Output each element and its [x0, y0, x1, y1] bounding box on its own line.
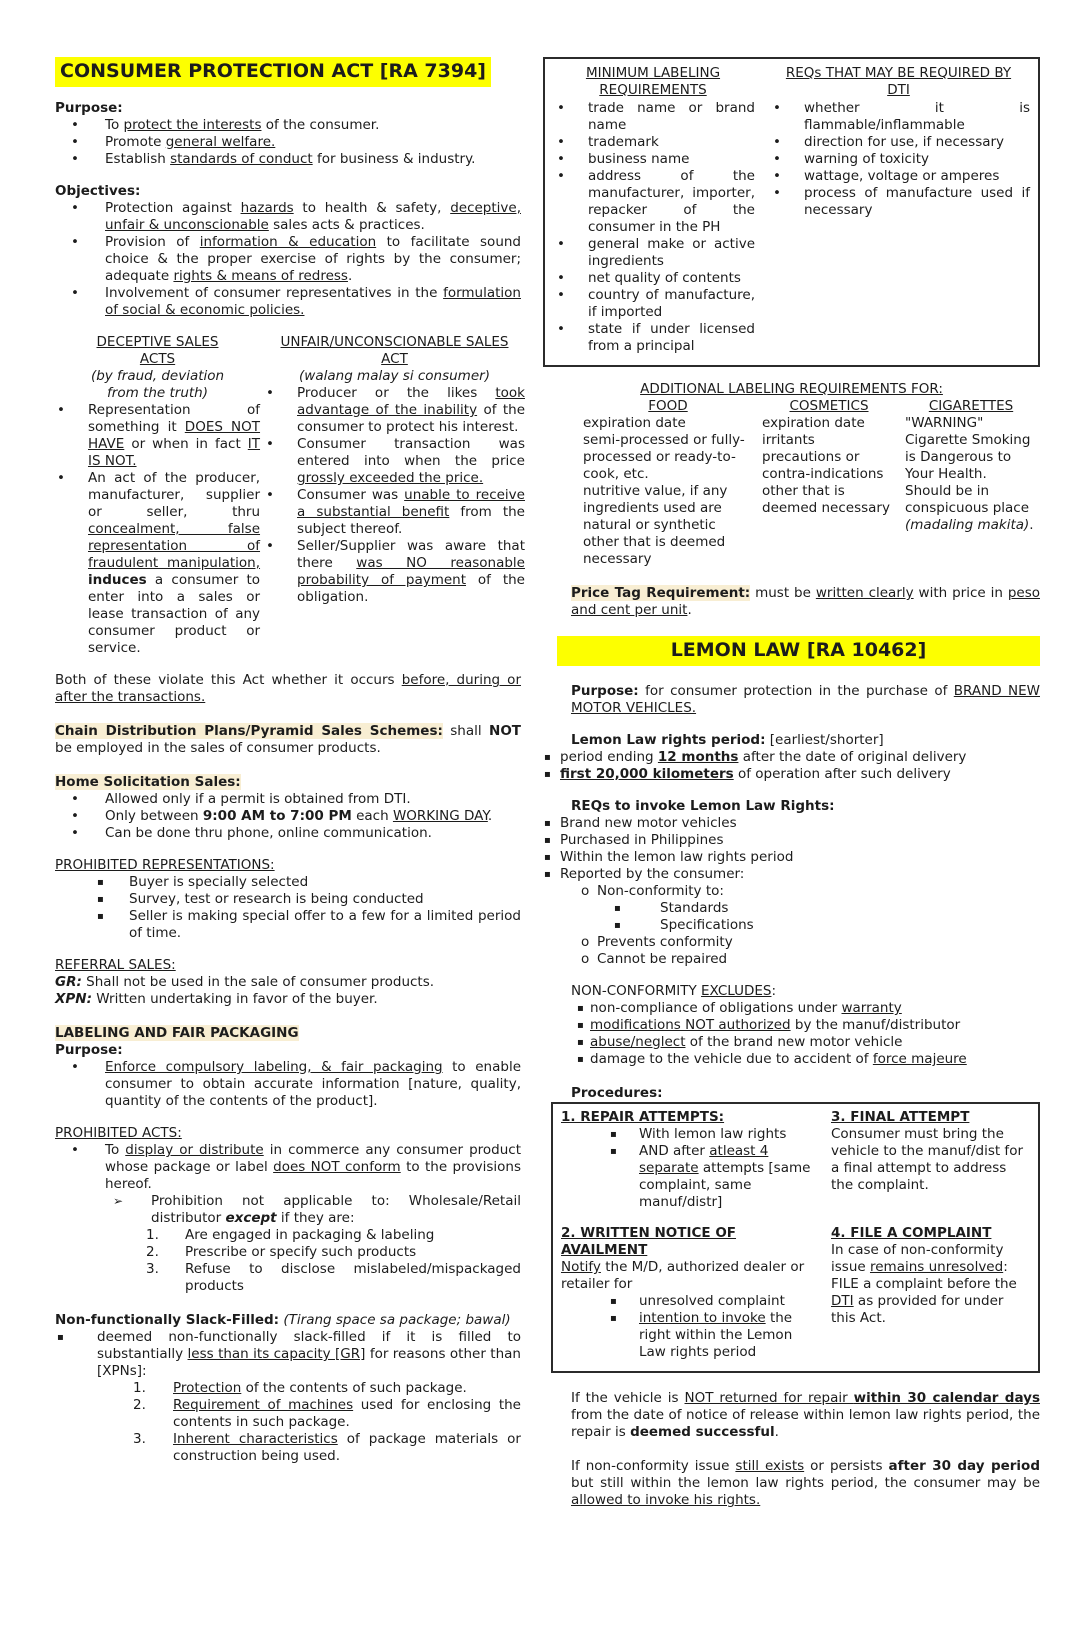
- list-item: • Representation of something it DOES NOT HAVE or when in fact IT IS NOT.: [55, 402, 260, 470]
- chain-distribution-note: Chain Distribution Plans/Pyramid Sales Schemes: shall NOT be employed in the sales of consumer products.: [55, 723, 521, 756]
- list-item: ▪ Brand new motor vehicles: [543, 815, 1040, 832]
- home-solicitation-heading: Home Solicitation Sales:: [55, 774, 241, 790]
- list-item: • warning of toxicity: [767, 151, 1030, 168]
- list-item: ▪ Specifications: [543, 917, 1040, 934]
- list-item: ▪ first 20,000 kilometers of operation after such delivery: [543, 766, 1040, 783]
- written-notice-cell: [561, 1225, 823, 1361]
- list-item: • state if under licensed from a principal: [551, 321, 755, 355]
- food-list: [583, 415, 753, 568]
- cosmetics-column: [762, 398, 896, 568]
- list-item: • Promote general welfare.: [55, 134, 521, 151]
- final-attempt-title: 3. FINAL ATTEMPT: [831, 1109, 970, 1125]
- minimum-labeling-cell: [551, 65, 755, 355]
- referral-general-rule: GR: Shall not be used in the sale of consumer products.: [55, 974, 435, 990]
- list-item: "WARNING" Cigarette Smoking is Dangerous to Your Health. Should be in conspicuous place (madaling makita).: [905, 415, 1034, 533]
- list-item: ▪ Standards: [543, 900, 1040, 917]
- additional-labeling-grid: [543, 398, 1040, 568]
- written-notice-body: Notify the M/D, authorized dealer or retailer for: [561, 1259, 805, 1292]
- list-item: • general make or active ingredients: [551, 236, 755, 270]
- labeling-requirements-table: [543, 57, 1040, 367]
- prohibited-acts-list: [55, 1142, 521, 1193]
- sales-acts-comparison: [55, 334, 525, 657]
- list-item: ▪ Survey, test or research is being conducted: [55, 891, 521, 908]
- minimum-labeling-title: MINIMUM LABELING REQUIREMENTS: [585, 65, 721, 98]
- list-item: • business name: [551, 151, 755, 168]
- home-solicitation-list: [55, 791, 521, 842]
- nonconformity-excludes-list: [543, 1000, 1040, 1068]
- list-item: ingredients used are natural or synthetic: [583, 500, 722, 533]
- unfair-sales-column: [264, 334, 525, 657]
- list-item: • Provision of information & education to facilitate sound choice & the proper exercise of rights by the consumer; adequate rights & means of redress.: [55, 234, 521, 285]
- list-item: • Seller/Supplier was aware that there was NO reasonable probability of payment of the obligation.: [264, 538, 525, 606]
- list-item: ▪ abuse/neglect of the brand new motor vehicle: [543, 1034, 1040, 1051]
- unfair-sales-list: [264, 385, 525, 606]
- list-item: ▪ Seller is making special offer to a few for a limited period of time.: [55, 908, 521, 942]
- list-item: • address of the manufacturer, importer, repacker of the consumer in the PH: [551, 168, 755, 236]
- list-item: • To display or distribute in commerce any consumer product whose package or label does NOT conform to the provisions hereof.: [55, 1142, 521, 1193]
- list-item: o Non-conformity to:: [543, 883, 1040, 900]
- labeling-heading: LABELING AND FAIR PACKAGING: [55, 1025, 299, 1041]
- referral-sales-heading: REFERRAL SALES:: [55, 957, 176, 973]
- procedures-heading: Procedures:: [571, 1085, 663, 1101]
- file-complaint-body: In case of non-conformity issue remains unresolved: FILE a complaint before the DTI as provided for under this Act.: [831, 1242, 1017, 1326]
- list-item: irritants: [762, 432, 815, 448]
- list-item: ▪ Reported by the consumer:: [543, 866, 1040, 883]
- list-item: • country of manufacture, if imported: [551, 287, 755, 321]
- lemon-law-purpose: Purpose: for consumer protection in the purchase of BRAND NEW MOTOR VEHICLES.: [571, 683, 1040, 716]
- list-item: • process of manufacture used if necessary: [767, 185, 1030, 219]
- lemon-reqs-heading: REQs to invoke Lemon Law Rights:: [571, 798, 835, 814]
- prohibited-acts-heading: PROHIBITED ACTS:: [55, 1125, 182, 1141]
- list-item: • whether it is flammable/inflammable: [767, 100, 1030, 134]
- list-item: Are engaged in packaging & labeling: [185, 1227, 435, 1243]
- rights-period-list: [543, 749, 1040, 783]
- repair-attempts-list: [561, 1126, 823, 1211]
- list-item: • Enforce compulsory labeling, & fair packaging to enable consumer to obtain accurate information [nature, quality, quantity of the contents of the product].: [55, 1059, 521, 1110]
- lemon-reqs-section: [543, 798, 1040, 968]
- list-item: ▪ AND after atleast 4 separate attempts [same complaint, same manuf/distr]: [561, 1143, 823, 1211]
- list-item: • Establish standards of conduct for business & industry.: [55, 151, 521, 168]
- list-item: Inherent characteristics of package materials or construction being used.: [173, 1431, 521, 1464]
- list-item: expiration date: [583, 415, 686, 431]
- list-item: other that is deemed necessary: [583, 534, 726, 567]
- list-item: • Consumer transaction was entered into when the price grossly exceeded the price.: [264, 436, 525, 487]
- prohibition-exception-list: [55, 1227, 521, 1295]
- list-item: ▪ non-compliance of obligations under warranty: [543, 1000, 1040, 1017]
- prohibited-representations-heading: PROHIBITED REPRESENTATIONS:: [55, 857, 275, 873]
- list-item: • wattage, voltage or amperes: [767, 168, 1030, 185]
- list-item: • Only between 9:00 AM to 7:00 PM each WORKING DAY.: [55, 808, 521, 825]
- purpose-heading: Purpose:: [55, 100, 123, 116]
- persisting-issue-note: If non-conformity issue still exists or persists after 30 day period but still within the lemon law rights period, the consumer may be allowed to invoke his rights.: [571, 1458, 1040, 1508]
- written-notice-list: [561, 1293, 823, 1361]
- deceptive-sales-title: DECEPTIVE SALES ACTS: [96, 334, 219, 367]
- referral-exception: XPN: Written undertaking in favor of the buyer.: [55, 991, 378, 1007]
- lemon-law-title: LEMON LAW [RA 10462]: [557, 636, 1040, 666]
- price-tag-requirement: Price Tag Requirement: must be written clearly with price in peso and cent per unit.: [571, 585, 1040, 618]
- cosmetics-title: COSMETICS: [789, 398, 869, 414]
- procedures-section: [543, 1085, 1040, 1373]
- file-complaint-cell: [831, 1225, 1030, 1361]
- list-item: ▪ modifications NOT authorized by the manuf/distributor: [543, 1017, 1040, 1034]
- cigarettes-title: CIGARETTES: [928, 398, 1014, 414]
- nonconformity-sublist: [543, 900, 1040, 934]
- objectives-section: [55, 183, 521, 319]
- labeling-purpose-heading: Purpose:: [55, 1042, 123, 1058]
- food-title: FOOD: [648, 398, 688, 414]
- deceptive-sales-subtitle: (by fraud, deviation from the truth): [90, 368, 225, 401]
- slack-exception-list: [55, 1380, 521, 1465]
- list-item: precautions or contra-indications: [762, 449, 884, 482]
- dti-requirements-cell: [767, 65, 1030, 355]
- prohibited-representations-section: [55, 857, 521, 942]
- consumer-protection-act-title: CONSUMER PROTECTION ACT [RA 7394]: [55, 57, 491, 87]
- list-item: ▪ Within the lemon law rights period: [543, 849, 1040, 866]
- deceptive-sales-list: [55, 402, 260, 657]
- right-column: [543, 57, 1040, 1509]
- list-item: expiration date: [762, 415, 865, 431]
- list-item: • Allowed only if a permit is obtained from DTI.: [55, 791, 521, 808]
- purpose-section: [55, 100, 521, 168]
- repair-deadline-note: If the vehicle is NOT returned for repair within 30 calendar days from the date of notice of release within lemon law rights period, the repair is deemed successful.: [571, 1390, 1040, 1440]
- list-item: • Producer or the likes took advantage of the inability of the consumer to protect his interest.: [264, 385, 525, 436]
- list-item: Protection of the contents of such package.: [173, 1380, 467, 1396]
- purpose-list: [55, 117, 521, 168]
- minimum-labeling-list: [551, 100, 755, 355]
- list-item: ▪ intention to invoke the right within the Lemon Law rights period: [561, 1310, 823, 1361]
- prohibited-acts-section: [55, 1125, 521, 1295]
- nonconformity-list-1: [543, 883, 1040, 900]
- list-item: Prescribe or specify such products: [185, 1244, 417, 1260]
- list-item: ▪ Purchased in Philippines: [543, 832, 1040, 849]
- list-item: o Cannot be repaired: [543, 951, 1040, 968]
- dti-requirements-list: [767, 100, 1030, 219]
- list-item: o Prevents conformity: [543, 934, 1040, 951]
- nonconformity-excludes-heading: NON-CONFORMITY EXCLUDES:: [571, 983, 777, 999]
- procedures-table: [551, 1102, 1040, 1373]
- list-item: • To protect the interests of the consumer.: [55, 117, 521, 134]
- list-item: ▪ With lemon law rights: [561, 1126, 823, 1143]
- prohibition-exception-note: ➢ Prohibition not applicable to: Wholesale/Retail distributor except if they are:: [55, 1193, 521, 1227]
- prohibited-representations-list: [55, 874, 521, 942]
- list-item: • direction for use, if necessary: [767, 134, 1030, 151]
- final-attempt-cell: [831, 1109, 1030, 1211]
- slack-filled-section: [55, 1312, 521, 1465]
- rights-period-section: [543, 732, 1040, 783]
- labeling-section: [55, 1025, 521, 1110]
- list-item: semi-processed or fully-processed or ready-to-cook, etc.: [583, 432, 745, 482]
- list-item: • net quality of contents: [551, 270, 755, 287]
- list-item: • trademark: [551, 134, 755, 151]
- list-item: • An act of the producer, manufacturer, supplier or seller, thru concealment, false representation of fraudulent manipulation, induces a consumer to enter into a sales or lease transaction of any consumer product or service.: [55, 470, 260, 657]
- slack-filled-list: [55, 1329, 521, 1380]
- list-item: ▪ unresolved complaint: [561, 1293, 823, 1310]
- list-item: ▪ period ending 12 months after the date of original delivery: [543, 749, 1040, 766]
- written-notice-title: 2. WRITTEN NOTICE OF AVAILMENT: [561, 1225, 737, 1258]
- dti-requirements-title: REQs THAT MAY BE REQUIRED BY DTI: [785, 65, 1012, 98]
- referral-sales-section: [55, 957, 521, 1008]
- list-item: Requirement of machines used for enclosing the contents in such package.: [173, 1397, 521, 1430]
- rights-period-heading: Lemon Law rights period: [earliest/shorter]: [571, 732, 884, 748]
- lemon-reqs-list: [543, 815, 1040, 883]
- file-complaint-title: 4. FILE A COMPLAINT: [831, 1225, 992, 1241]
- slack-filled-heading: Non-functionally Slack-Filled: (Tirang space sa package; bawal): [55, 1312, 511, 1328]
- cigarettes-list: [905, 415, 1037, 534]
- list-item: ▪ Buyer is specially selected: [55, 874, 521, 891]
- list-item: ▪ deemed non-functionally slack-filled if it is filled to substantially less than its capacity [GR] for reasons other than [XPNs]:: [55, 1329, 521, 1380]
- list-item: • Involvement of consumer representatives in the formulation of social & economic policies.: [55, 285, 521, 319]
- home-solicitation-section: [55, 774, 521, 842]
- cigarettes-column: [905, 398, 1037, 568]
- left-column: [55, 57, 525, 1465]
- additional-labeling-title: ADDITIONAL LABELING REQUIREMENTS FOR:: [640, 381, 943, 397]
- list-item: • Protection against hazards to health & safety, deceptive, unfair & unconscionable sales acts & practices.: [55, 200, 521, 234]
- unfair-sales-subtitle: (walang malay si consumer): [299, 368, 490, 384]
- cosmetics-list: [762, 415, 896, 517]
- list-item: • Consumer was unable to receive a substantial benefit from the subject thereof.: [264, 487, 525, 538]
- repair-attempts-cell: [561, 1109, 823, 1211]
- list-item: • Can be done thru phone, online communication.: [55, 825, 521, 842]
- unfair-sales-title: UNFAIR/UNCONSCIONABLE SALES ACT: [280, 334, 509, 367]
- list-item: • trade name or brand name: [551, 100, 755, 134]
- deceptive-sales-column: [55, 334, 260, 657]
- violation-note: Both of these violate this Act whether it occurs before, during or after the transactions.: [55, 672, 521, 705]
- repair-attempts-title: 1. REPAIR ATTEMPTS:: [561, 1109, 725, 1125]
- food-column: [583, 398, 753, 568]
- list-item: ▪ damage to the vehicle due to accident of force majeure: [543, 1051, 1040, 1068]
- nonconformity-list-2: [543, 934, 1040, 968]
- nonconformity-excludes-section: [543, 983, 1040, 1068]
- final-attempt-body: Consumer must bring the vehicle to the manuf/dist for a final attempt to address the complaint.: [831, 1126, 1023, 1193]
- labeling-purpose-list: [55, 1059, 521, 1110]
- objectives-list: [55, 200, 521, 319]
- list-item: Refuse to disclose mislabeled/mispackaged products: [185, 1261, 521, 1294]
- objectives-heading: Objectives:: [55, 183, 141, 199]
- list-item: other that is deemed necessary: [762, 483, 890, 516]
- list-item: nutritive value, if any: [583, 483, 728, 499]
